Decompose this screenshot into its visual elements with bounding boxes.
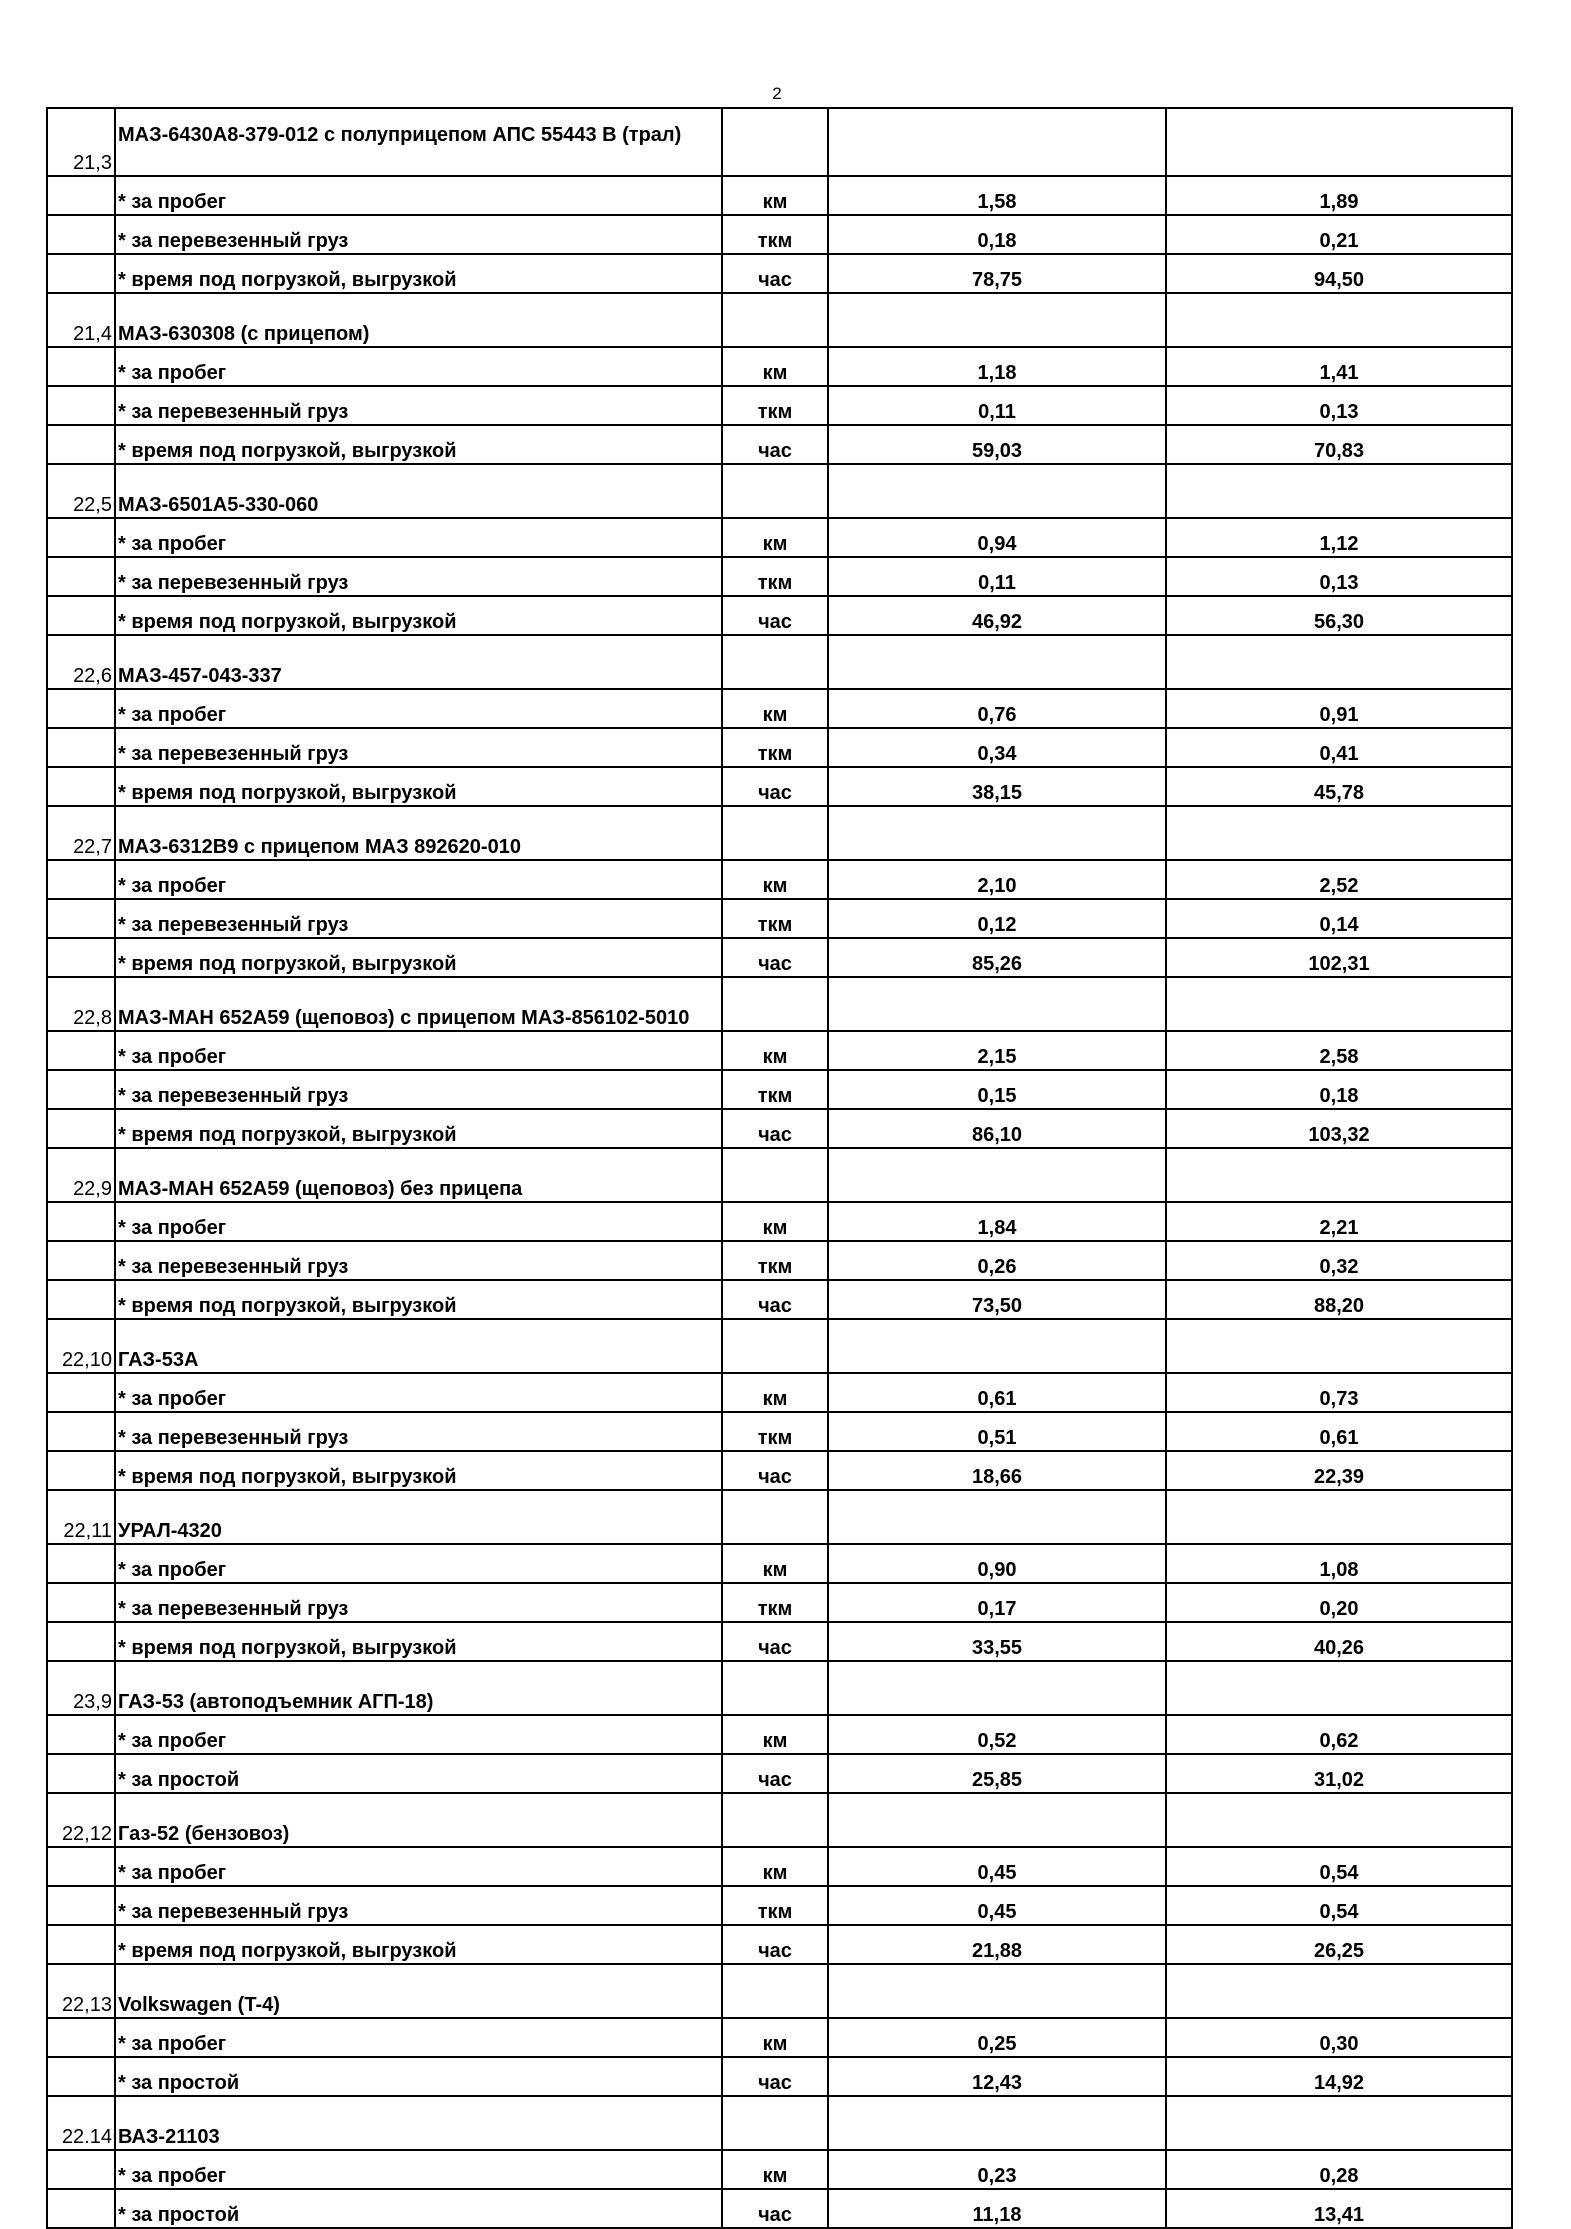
row-value-1: 2,10 — [828, 860, 1166, 899]
row-label: * время под погрузкой, выгрузкой — [115, 1109, 722, 1148]
unit-cell-empty — [722, 1964, 828, 2018]
row-code-empty — [47, 689, 115, 728]
row-label: * за пробег — [115, 1202, 722, 1241]
row-value-1: 18,66 — [828, 1451, 1166, 1490]
row-code-empty — [47, 1925, 115, 1964]
row-unit: час — [722, 425, 828, 464]
row-value-2: 0,21 — [1166, 215, 1512, 254]
row-unit: км — [722, 1847, 828, 1886]
table-row — [47, 1280, 1512, 1319]
row-value-1: 0,23 — [828, 2150, 1166, 2189]
vehicle-title: МАЗ-6501А5-330-060 — [115, 464, 722, 518]
unit-cell-empty — [722, 464, 828, 518]
section-header-row — [47, 464, 1512, 518]
table-row — [47, 1715, 1512, 1754]
value-cell-empty — [1166, 1148, 1512, 1202]
section-code: 22,6 — [47, 635, 115, 689]
row-unit: ткм — [722, 1412, 828, 1451]
section-code: 22,12 — [47, 1793, 115, 1847]
row-code-empty — [47, 1202, 115, 1241]
row-value-2: 0,41 — [1166, 728, 1512, 767]
table-row — [47, 1583, 1512, 1622]
unit-cell-empty — [722, 2096, 828, 2150]
unit-cell-empty — [722, 108, 828, 176]
row-code-empty — [47, 2150, 115, 2189]
table-row — [47, 1847, 1512, 1886]
section-code: 22,8 — [47, 977, 115, 1031]
value-cell-empty — [1166, 2096, 1512, 2150]
row-value-1: 73,50 — [828, 1280, 1166, 1319]
section-code: 22,7 — [47, 806, 115, 860]
table-row — [47, 386, 1512, 425]
row-value-1: 21,88 — [828, 1925, 1166, 1964]
section-header-row — [47, 1964, 1512, 2018]
row-value-1: 86,10 — [828, 1109, 1166, 1148]
row-code-empty — [47, 347, 115, 386]
value-cell-empty — [828, 635, 1166, 689]
row-label: * время под погрузкой, выгрузкой — [115, 1622, 722, 1661]
section-header-row — [47, 977, 1512, 1031]
row-unit: ткм — [722, 1583, 828, 1622]
row-value-1: 0,76 — [828, 689, 1166, 728]
row-label: * за перевезенный груз — [115, 1583, 722, 1622]
section-code: 22,11 — [47, 1490, 115, 1544]
row-label: * за перевезенный груз — [115, 215, 722, 254]
value-cell-empty — [1166, 1964, 1512, 2018]
row-value-1: 1,58 — [828, 176, 1166, 215]
row-unit: км — [722, 1544, 828, 1583]
row-label: * за пробег — [115, 2150, 722, 2189]
vehicle-title: МАЗ-6312В9 с прицепом МАЗ 892620-010 — [115, 806, 722, 860]
section-header-row — [47, 2096, 1512, 2150]
row-unit: км — [722, 347, 828, 386]
row-value-2: 1,89 — [1166, 176, 1512, 215]
row-value-2: 0,13 — [1166, 386, 1512, 425]
row-label: * за простой — [115, 1754, 722, 1793]
row-code-empty — [47, 1847, 115, 1886]
row-code-empty — [47, 899, 115, 938]
unit-cell-empty — [722, 293, 828, 347]
row-value-1: 85,26 — [828, 938, 1166, 977]
value-cell-empty — [828, 293, 1166, 347]
row-value-2: 0,20 — [1166, 1583, 1512, 1622]
row-value-2: 0,14 — [1166, 899, 1512, 938]
value-cell-empty — [1166, 464, 1512, 518]
section-header-row — [47, 1793, 1512, 1847]
row-code-empty — [47, 1031, 115, 1070]
table-row — [47, 1031, 1512, 1070]
row-value-1: 0,51 — [828, 1412, 1166, 1451]
table-row — [47, 1925, 1512, 1964]
row-code-empty — [47, 2018, 115, 2057]
row-unit: час — [722, 596, 828, 635]
row-value-2: 0,30 — [1166, 2018, 1512, 2057]
row-value-1: 11,18 — [828, 2189, 1166, 2228]
row-value-2: 0,62 — [1166, 1715, 1512, 1754]
section-code: 22,13 — [47, 1964, 115, 2018]
row-value-2: 0,18 — [1166, 1070, 1512, 1109]
row-code-empty — [47, 728, 115, 767]
section-header-row — [47, 1490, 1512, 1544]
row-label: * за перевезенный груз — [115, 899, 722, 938]
row-code-empty — [47, 518, 115, 557]
vehicle-title: МАЗ-630308 (с прицепом) — [115, 293, 722, 347]
row-value-1: 0,90 — [828, 1544, 1166, 1583]
row-value-1: 0,11 — [828, 557, 1166, 596]
row-unit: час — [722, 1925, 828, 1964]
vehicle-title: МАЗ-МАН 652А59 (щеповоз) с прицепом МАЗ-856102-5010 — [115, 977, 722, 1031]
row-value-1: 38,15 — [828, 767, 1166, 806]
row-value-2: 94,50 — [1166, 254, 1512, 293]
row-unit: км — [722, 2150, 828, 2189]
value-cell-empty — [1166, 806, 1512, 860]
table-row — [47, 860, 1512, 899]
value-cell-empty — [1166, 1319, 1512, 1373]
value-cell-empty — [1166, 1490, 1512, 1544]
row-code-empty — [47, 215, 115, 254]
value-cell-empty — [828, 1148, 1166, 1202]
tariff-table — [46, 107, 1513, 2229]
value-cell-empty — [1166, 293, 1512, 347]
row-code-empty — [47, 767, 115, 806]
vehicle-title: МАЗ-6430А8-379-012 с полуприцепом АПС 55443 В (трал) — [115, 108, 722, 176]
row-label: * за перевезенный груз — [115, 386, 722, 425]
row-value-2: 22,39 — [1166, 1451, 1512, 1490]
row-unit: км — [722, 689, 828, 728]
row-value-2: 13,41 — [1166, 2189, 1512, 2228]
value-cell-empty — [828, 1319, 1166, 1373]
value-cell-empty — [828, 977, 1166, 1031]
table-row — [47, 215, 1512, 254]
table-row — [47, 1544, 1512, 1583]
page-number: 2 — [772, 84, 782, 103]
row-unit: км — [722, 176, 828, 215]
row-value-2: 0,28 — [1166, 2150, 1512, 2189]
row-label: * время под погрузкой, выгрузкой — [115, 767, 722, 806]
value-cell-empty — [1166, 977, 1512, 1031]
row-code-empty — [47, 2057, 115, 2096]
row-code-empty — [47, 860, 115, 899]
table-row — [47, 254, 1512, 293]
row-unit: ткм — [722, 1241, 828, 1280]
row-value-2: 40,26 — [1166, 1622, 1512, 1661]
table-row — [47, 557, 1512, 596]
row-unit: час — [722, 254, 828, 293]
vehicle-title: ВАЗ-21103 — [115, 2096, 722, 2150]
row-unit: час — [722, 1622, 828, 1661]
row-label: * время под погрузкой, выгрузкой — [115, 1280, 722, 1319]
table-row — [47, 518, 1512, 557]
row-code-empty — [47, 386, 115, 425]
row-label: * время под погрузкой, выгрузкой — [115, 254, 722, 293]
section-code: 22.14 — [47, 2096, 115, 2150]
row-value-2: 2,21 — [1166, 1202, 1512, 1241]
row-unit: ткм — [722, 1886, 828, 1925]
row-value-1: 12,43 — [828, 2057, 1166, 2096]
row-code-empty — [47, 1886, 115, 1925]
row-value-1: 0,11 — [828, 386, 1166, 425]
table-row — [47, 347, 1512, 386]
row-value-1: 0,15 — [828, 1070, 1166, 1109]
row-code-empty — [47, 254, 115, 293]
row-unit: час — [722, 1280, 828, 1319]
row-value-1: 0,52 — [828, 1715, 1166, 1754]
value-cell-empty — [1166, 1661, 1512, 1715]
row-value-2: 103,32 — [1166, 1109, 1512, 1148]
table-row — [47, 1451, 1512, 1490]
row-value-1: 0,94 — [828, 518, 1166, 557]
row-label: * за пробег — [115, 1715, 722, 1754]
row-label: * за пробег — [115, 2018, 722, 2057]
row-unit: час — [722, 767, 828, 806]
unit-cell-empty — [722, 1661, 828, 1715]
row-unit: км — [722, 1202, 828, 1241]
table-row — [47, 1412, 1512, 1451]
table-row — [47, 899, 1512, 938]
table-row — [47, 1202, 1512, 1241]
row-value-2: 102,31 — [1166, 938, 1512, 977]
value-cell-empty — [1166, 1793, 1512, 1847]
table-row — [47, 767, 1512, 806]
row-unit: час — [722, 1754, 828, 1793]
row-label: * за перевезенный груз — [115, 1886, 722, 1925]
vehicle-title: ГАЗ-53А — [115, 1319, 722, 1373]
section-code: 22,9 — [47, 1148, 115, 1202]
row-unit: ткм — [722, 899, 828, 938]
row-code-empty — [47, 1109, 115, 1148]
vehicle-title: Volkswagen (T-4) — [115, 1964, 722, 2018]
row-value-1: 2,15 — [828, 1031, 1166, 1070]
row-code-empty — [47, 557, 115, 596]
section-header-row — [47, 1661, 1512, 1715]
row-label: * за пробег — [115, 1031, 722, 1070]
row-value-1: 0,17 — [828, 1583, 1166, 1622]
row-code-empty — [47, 176, 115, 215]
row-value-2: 45,78 — [1166, 767, 1512, 806]
row-value-2: 0,61 — [1166, 1412, 1512, 1451]
table-row — [47, 1373, 1512, 1412]
section-code: 23,9 — [47, 1661, 115, 1715]
row-code-empty — [47, 2189, 115, 2228]
row-unit: км — [722, 2018, 828, 2057]
row-label: * время под погрузкой, выгрузкой — [115, 425, 722, 464]
row-code-empty — [47, 1373, 115, 1412]
value-cell-empty — [828, 108, 1166, 176]
row-label: * за простой — [115, 2057, 722, 2096]
row-value-2: 0,54 — [1166, 1886, 1512, 1925]
value-cell-empty — [828, 1490, 1166, 1544]
row-label: * за перевезенный груз — [115, 1412, 722, 1451]
row-label: * за пробег — [115, 1847, 722, 1886]
row-unit: км — [722, 860, 828, 899]
section-code: 22,5 — [47, 464, 115, 518]
row-label: * за пробег — [115, 1373, 722, 1412]
unit-cell-empty — [722, 977, 828, 1031]
row-value-1: 1,84 — [828, 1202, 1166, 1241]
table-row — [47, 2189, 1512, 2228]
row-code-empty — [47, 1544, 115, 1583]
tariff-table-body — [47, 108, 1512, 2228]
value-cell-empty — [828, 1793, 1166, 1847]
table-row — [47, 1070, 1512, 1109]
row-value-1: 0,12 — [828, 899, 1166, 938]
value-cell-empty — [828, 2096, 1166, 2150]
table-row — [47, 2150, 1512, 2189]
row-unit: час — [722, 1109, 828, 1148]
row-value-2: 0,91 — [1166, 689, 1512, 728]
row-value-1: 59,03 — [828, 425, 1166, 464]
row-label: * за пробег — [115, 176, 722, 215]
vehicle-title: ГАЗ-53 (автоподъемник АГП-18) — [115, 1661, 722, 1715]
row-label: * за перевезенный груз — [115, 557, 722, 596]
row-unit: час — [722, 2189, 828, 2228]
row-value-1: 0,45 — [828, 1886, 1166, 1925]
row-label: * за пробег — [115, 518, 722, 557]
value-cell-empty — [1166, 635, 1512, 689]
row-code-empty — [47, 1451, 115, 1490]
unit-cell-empty — [722, 806, 828, 860]
row-value-2: 88,20 — [1166, 1280, 1512, 1319]
row-value-2: 56,30 — [1166, 596, 1512, 635]
table-row — [47, 1241, 1512, 1280]
row-code-empty — [47, 596, 115, 635]
row-code-empty — [47, 1241, 115, 1280]
section-header-row — [47, 806, 1512, 860]
table-row — [47, 425, 1512, 464]
table-row — [47, 689, 1512, 728]
table-row — [47, 728, 1512, 767]
row-code-empty — [47, 1280, 115, 1319]
row-unit: км — [722, 1373, 828, 1412]
row-value-2: 0,54 — [1166, 1847, 1512, 1886]
table-row — [47, 2057, 1512, 2096]
row-unit: ткм — [722, 557, 828, 596]
row-value-2: 2,52 — [1166, 860, 1512, 899]
value-cell-empty — [828, 464, 1166, 518]
value-cell-empty — [828, 806, 1166, 860]
row-value-2: 31,02 — [1166, 1754, 1512, 1793]
row-label: * за пробег — [115, 1544, 722, 1583]
row-value-1: 0,25 — [828, 2018, 1166, 2057]
value-cell-empty — [828, 1661, 1166, 1715]
row-label: * время под погрузкой, выгрузкой — [115, 938, 722, 977]
section-header-row — [47, 108, 1512, 176]
table-row — [47, 596, 1512, 635]
row-value-2: 26,25 — [1166, 1925, 1512, 1964]
row-unit: час — [722, 1451, 828, 1490]
row-label: * время под погрузкой, выгрузкой — [115, 596, 722, 635]
vehicle-title: Газ-52 (бензовоз) — [115, 1793, 722, 1847]
row-code-empty — [47, 1622, 115, 1661]
row-code-empty — [47, 425, 115, 464]
unit-cell-empty — [722, 635, 828, 689]
row-value-1: 0,26 — [828, 1241, 1166, 1280]
row-code-empty — [47, 1412, 115, 1451]
row-unit: час — [722, 2057, 828, 2096]
section-code: 22,10 — [47, 1319, 115, 1373]
row-value-1: 1,18 — [828, 347, 1166, 386]
value-cell-empty — [828, 1964, 1166, 2018]
row-value-2: 1,08 — [1166, 1544, 1512, 1583]
row-label: * время под погрузкой, выгрузкой — [115, 1451, 722, 1490]
row-code-empty — [47, 1715, 115, 1754]
row-unit: ткм — [722, 1070, 828, 1109]
row-label: * за перевезенный груз — [115, 728, 722, 767]
vehicle-title: МАЗ-МАН 652А59 (щеповоз) без прицепа — [115, 1148, 722, 1202]
table-row — [47, 1622, 1512, 1661]
row-value-1: 0,45 — [828, 1847, 1166, 1886]
row-value-2: 0,32 — [1166, 1241, 1512, 1280]
row-code-empty — [47, 938, 115, 977]
row-label: * за простой — [115, 2189, 722, 2228]
unit-cell-empty — [722, 1490, 828, 1544]
row-unit: ткм — [722, 728, 828, 767]
row-value-1: 78,75 — [828, 254, 1166, 293]
row-unit: км — [722, 518, 828, 557]
table-row — [47, 938, 1512, 977]
row-label: * за пробег — [115, 347, 722, 386]
table-row — [47, 1109, 1512, 1148]
row-value-1: 46,92 — [828, 596, 1166, 635]
row-unit: км — [722, 1031, 828, 1070]
vehicle-title: МАЗ-457-043-337 — [115, 635, 722, 689]
row-code-empty — [47, 1070, 115, 1109]
unit-cell-empty — [722, 1319, 828, 1373]
section-code: 21,4 — [47, 293, 115, 347]
row-label: * за пробег — [115, 689, 722, 728]
row-value-2: 1,41 — [1166, 347, 1512, 386]
row-value-1: 0,34 — [828, 728, 1166, 767]
section-code: 21,3 — [47, 108, 115, 176]
section-header-row — [47, 1148, 1512, 1202]
section-header-row — [47, 293, 1512, 347]
table-row — [47, 1754, 1512, 1793]
row-value-2: 14,92 — [1166, 2057, 1512, 2096]
row-code-empty — [47, 1583, 115, 1622]
table-row — [47, 2018, 1512, 2057]
row-unit: час — [722, 938, 828, 977]
row-label: * за перевезенный груз — [115, 1241, 722, 1280]
section-header-row — [47, 1319, 1512, 1373]
table-row — [47, 1886, 1512, 1925]
unit-cell-empty — [722, 1793, 828, 1847]
row-value-2: 0,73 — [1166, 1373, 1512, 1412]
row-value-2: 2,58 — [1166, 1031, 1512, 1070]
row-value-2: 1,12 — [1166, 518, 1512, 557]
row-value-2: 70,83 — [1166, 425, 1512, 464]
row-unit: ткм — [722, 215, 828, 254]
row-code-empty — [47, 1754, 115, 1793]
row-label: * за пробег — [115, 860, 722, 899]
row-value-1: 33,55 — [828, 1622, 1166, 1661]
vehicle-title: УРАЛ-4320 — [115, 1490, 722, 1544]
unit-cell-empty — [722, 1148, 828, 1202]
row-label: * за перевезенный груз — [115, 1070, 722, 1109]
row-value-2: 0,13 — [1166, 557, 1512, 596]
row-unit: км — [722, 1715, 828, 1754]
row-value-1: 0,61 — [828, 1373, 1166, 1412]
table-row — [47, 176, 1512, 215]
row-value-1: 25,85 — [828, 1754, 1166, 1793]
row-value-1: 0,18 — [828, 215, 1166, 254]
row-label: * время под погрузкой, выгрузкой — [115, 1925, 722, 1964]
row-unit: ткм — [722, 386, 828, 425]
section-header-row — [47, 635, 1512, 689]
value-cell-empty — [1166, 108, 1512, 176]
